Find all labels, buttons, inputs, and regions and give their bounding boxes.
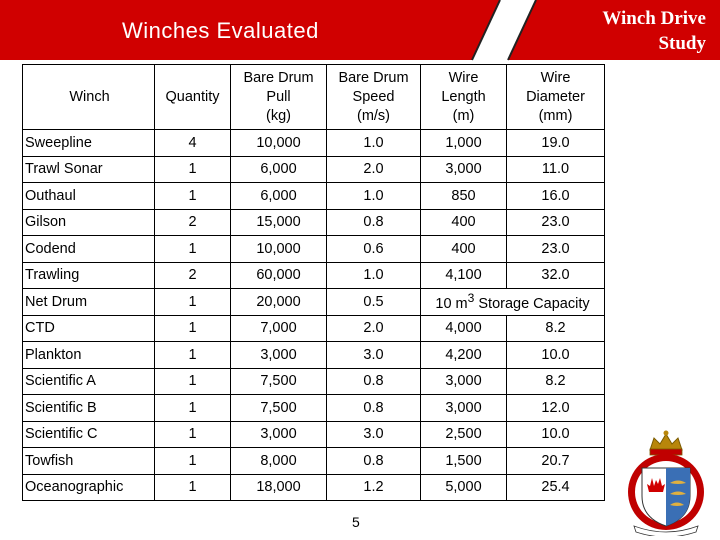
- speed-cell: 0.8: [327, 448, 421, 475]
- header-quantity: Quantity: [155, 65, 231, 130]
- quantity-cell: 1: [155, 395, 231, 422]
- table-row: [23, 289, 605, 316]
- table-row: [23, 474, 605, 501]
- slide-title: Winches Evaluated: [122, 18, 319, 43]
- winch-name: Codend: [23, 236, 155, 263]
- winch-name: Scientific B: [23, 395, 155, 422]
- winches-table: [22, 64, 605, 501]
- quantity-cell: 4: [155, 130, 231, 157]
- winch-name: Net Drum: [23, 289, 155, 316]
- quantity-cell: 1: [155, 474, 231, 501]
- winch-name: Plankton: [23, 342, 155, 369]
- header-speed: Bare Drum Speed (m/s): [327, 65, 421, 130]
- pull-cell: 7,500: [231, 368, 327, 395]
- speed-cell: 3.0: [327, 421, 421, 448]
- table-row: [23, 183, 605, 210]
- speed-cell: 0.6: [327, 236, 421, 263]
- length-cell: 1,500: [421, 448, 507, 475]
- pull-cell: 3,000: [231, 342, 327, 369]
- header-diameter: Wire Diameter (mm): [507, 65, 605, 130]
- winch-name: Oceanographic: [23, 474, 155, 501]
- table-row: [23, 209, 605, 236]
- table-row: [23, 130, 605, 157]
- pull-cell: 10,000: [231, 236, 327, 263]
- diameter-cell: 16.0: [507, 183, 605, 210]
- speed-cell: 1.2: [327, 474, 421, 501]
- diameter-cell: 8.2: [507, 368, 605, 395]
- winch-name: Outhaul: [23, 183, 155, 210]
- storage-capacity-cell: 10 $m^3$ Storage Capacity: [421, 289, 605, 316]
- winch-name: Scientific C: [23, 421, 155, 448]
- table-row: [23, 262, 605, 289]
- length-cell: 4,000: [421, 315, 507, 342]
- speed-cell: 1.0: [327, 262, 421, 289]
- speed-cell: 0.8: [327, 395, 421, 422]
- diameter-cell: 25.4: [507, 474, 605, 501]
- speed-cell: 3.0: [327, 342, 421, 369]
- speed-cell: 1.0: [327, 183, 421, 210]
- pull-cell: 15,000: [231, 209, 327, 236]
- pull-cell: 10,000: [231, 130, 327, 157]
- length-cell: 3,000: [421, 156, 507, 183]
- table-row: [23, 448, 605, 475]
- table-row: [23, 315, 605, 342]
- winch-name: Sweepline: [23, 130, 155, 157]
- quantity-cell: 1: [155, 183, 231, 210]
- pull-cell: 20,000: [231, 289, 327, 316]
- pull-cell: 7,000: [231, 315, 327, 342]
- pull-cell: 3,000: [231, 421, 327, 448]
- length-cell: 1,000: [421, 130, 507, 157]
- quantity-cell: 2: [155, 262, 231, 289]
- page-number: 5: [352, 514, 360, 530]
- header-pull: Bare Drum Pull (kg): [231, 65, 327, 130]
- winch-name: Gilson: [23, 209, 155, 236]
- length-cell: 4,200: [421, 342, 507, 369]
- quantity-cell: 1: [155, 156, 231, 183]
- diameter-cell: 19.0: [507, 130, 605, 157]
- winch-name: Scientific A: [23, 368, 155, 395]
- diameter-cell: 32.0: [507, 262, 605, 289]
- diameter-cell: 8.2: [507, 315, 605, 342]
- pull-cell: 60,000: [231, 262, 327, 289]
- length-cell: 3,000: [421, 368, 507, 395]
- speed-cell: 2.0: [327, 315, 421, 342]
- diameter-cell: 10.0: [507, 342, 605, 369]
- quantity-cell: 1: [155, 342, 231, 369]
- pull-cell: 6,000: [231, 156, 327, 183]
- length-cell: 400: [421, 236, 507, 263]
- speed-cell: 0.5: [327, 289, 421, 316]
- quantity-cell: 1: [155, 421, 231, 448]
- quantity-cell: 2: [155, 209, 231, 236]
- coast-guard-crest-icon: [620, 428, 712, 536]
- diameter-cell: 10.0: [507, 421, 605, 448]
- title-banner: [0, 0, 720, 64]
- speed-cell: 2.0: [327, 156, 421, 183]
- table-row: [23, 342, 605, 369]
- header-length: Wire Length (m): [421, 65, 507, 130]
- pull-cell: 8,000: [231, 448, 327, 475]
- quantity-cell: 1: [155, 368, 231, 395]
- diameter-cell: 23.0: [507, 209, 605, 236]
- study-title-line1: Winch Drive: [602, 8, 706, 29]
- speed-cell: 0.8: [327, 209, 421, 236]
- speed-cell: 0.8: [327, 368, 421, 395]
- speed-cell: 1.0: [327, 130, 421, 157]
- diameter-cell: 11.0: [507, 156, 605, 183]
- table-row: [23, 156, 605, 183]
- diameter-cell: 12.0: [507, 395, 605, 422]
- winch-name: Towfish: [23, 448, 155, 475]
- study-title-line2: Study: [658, 33, 706, 54]
- length-cell: 2,500: [421, 421, 507, 448]
- quantity-cell: 1: [155, 448, 231, 475]
- table-row: [23, 236, 605, 263]
- quantity-cell: 1: [155, 289, 231, 316]
- table-row: [23, 395, 605, 422]
- length-cell: 4,100: [421, 262, 507, 289]
- table-row: [23, 368, 605, 395]
- quantity-cell: 1: [155, 315, 231, 342]
- pull-cell: 7,500: [231, 395, 327, 422]
- diameter-cell: 20.7: [507, 448, 605, 475]
- pull-cell: 18,000: [231, 474, 327, 501]
- length-cell: 5,000: [421, 474, 507, 501]
- winch-name: Trawl Sonar: [23, 156, 155, 183]
- diameter-cell: 23.0: [507, 236, 605, 263]
- pull-cell: 6,000: [231, 183, 327, 210]
- study-title: [566, 6, 706, 56]
- header-winch: Winch: [23, 65, 155, 130]
- length-cell: 850: [421, 183, 507, 210]
- winch-name: CTD: [23, 315, 155, 342]
- winch-name: Trawling: [23, 262, 155, 289]
- length-cell: 3,000: [421, 395, 507, 422]
- length-cell: 400: [421, 209, 507, 236]
- quantity-cell: 1: [155, 236, 231, 263]
- table-header-row: [23, 65, 605, 130]
- table-row: [23, 421, 605, 448]
